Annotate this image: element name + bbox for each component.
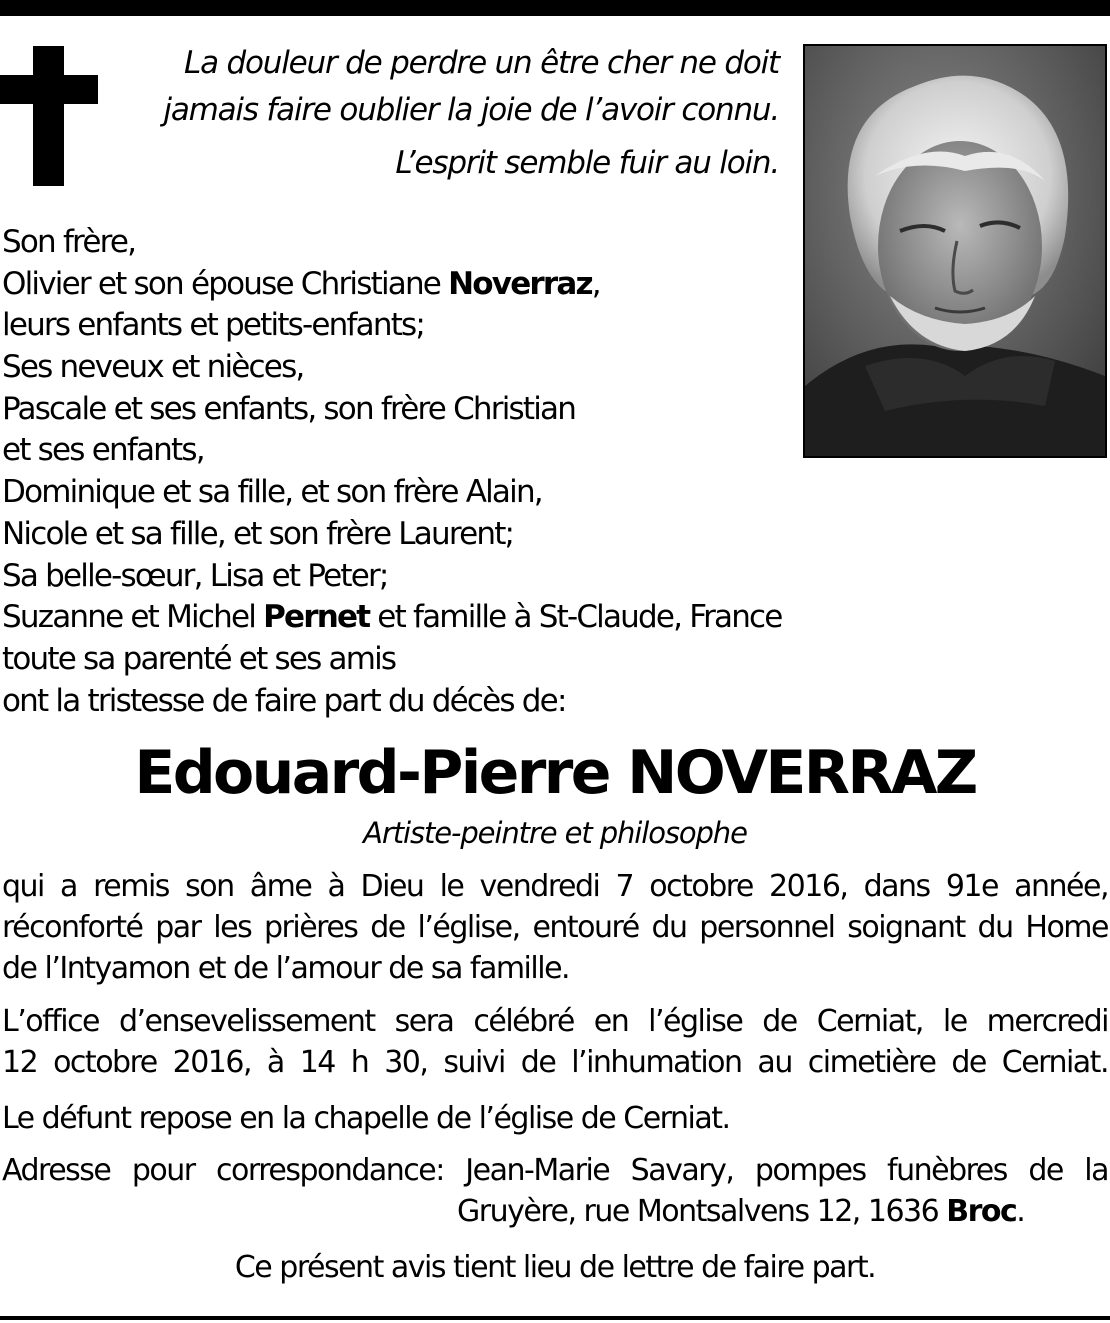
family-line: Olivier et son épouse Christiane Noverraz, [2, 265, 600, 302]
bottom-rule [0, 1316, 1110, 1320]
paragraph-line: L’office d’ensevelissement sera célébré en l’église de Cerniat, le mercredi [2, 1004, 1108, 1039]
paragraph-line: qui a remis son âme à Dieu le vendredi 7 octobre 2016, dans 91e année, [2, 869, 1108, 904]
paragraph-line: Gruyère, rue Montsalvens 12, 1636 Broc. [457, 1194, 1025, 1229]
family-line: et ses enfants, [2, 432, 204, 469]
death-announcement-paragraph [2, 866, 1108, 989]
quote-line: L’esprit semble fuir au loin. [395, 145, 779, 181]
family-line: Nicole et sa fille, et son frère Laurent; [2, 515, 514, 552]
paragraph-line: Le défunt repose en la chapelle de l’église de Cerniat. [2, 1101, 730, 1136]
quote-line: La douleur de perdre un être cher ne doit [184, 45, 779, 81]
family-list [2, 222, 782, 722]
surname: Noverraz [448, 265, 592, 302]
town-name: Broc [946, 1194, 1017, 1229]
paragraph-line: Adresse pour correspondance: Jean-Marie Savary, pompes funèbres de la [2, 1153, 1108, 1188]
deceased-name: Edouard-Pierre NOVERRAZ [134, 738, 976, 808]
closing-note [0, 1247, 1110, 1288]
deceased-portrait-photo [803, 44, 1107, 458]
top-rule [0, 0, 1110, 16]
paragraph-line: 12 octobre 2016, à 14 h 30, suivi de l’inhumation au cimetière de Cerniat. [2, 1045, 1108, 1080]
paragraph-line: réconforté par les prières de l’église, entouré du personnel soignant du Home [2, 910, 1108, 945]
portrait-photo-illustration [805, 46, 1105, 456]
family-line: Sa belle-sœur, Lisa et Peter; [2, 557, 388, 594]
deceased-profession: Artiste-peintre et philosophe [363, 816, 747, 850]
paragraph-line: Ce présent avis tient lieu de lettre de faire part. [234, 1250, 876, 1285]
family-line: Pascale et ses enfants, son frère Christian [2, 390, 576, 427]
resting-place-paragraph [2, 1098, 1108, 1139]
epigraph-quote [163, 40, 779, 187]
paragraph-line: de l’Intyamon et de l’amour de sa famille. [2, 951, 570, 986]
correspondence-address-paragraph [2, 1150, 1108, 1232]
quote-line: jamais faire oublier la joie de l’avoir connu. [163, 92, 779, 128]
family-line: leurs enfants et petits-enfants; [2, 307, 425, 344]
family-line: Dominique et sa fille, et son frère Alain, [2, 474, 542, 511]
family-line: Ses neveux et nièces, [2, 349, 304, 386]
cross-icon [0, 46, 98, 186]
family-line: toute sa parenté et ses amis [2, 640, 396, 677]
family-line: Son frère, [2, 224, 136, 260]
funeral-service-paragraph [2, 1001, 1108, 1083]
family-line: Suzanne et Michel Pernet et famille à St-Claude, France [2, 599, 782, 636]
family-line: ont la tristesse de faire part du décès de: [2, 682, 566, 719]
surname: Pernet [263, 599, 370, 636]
